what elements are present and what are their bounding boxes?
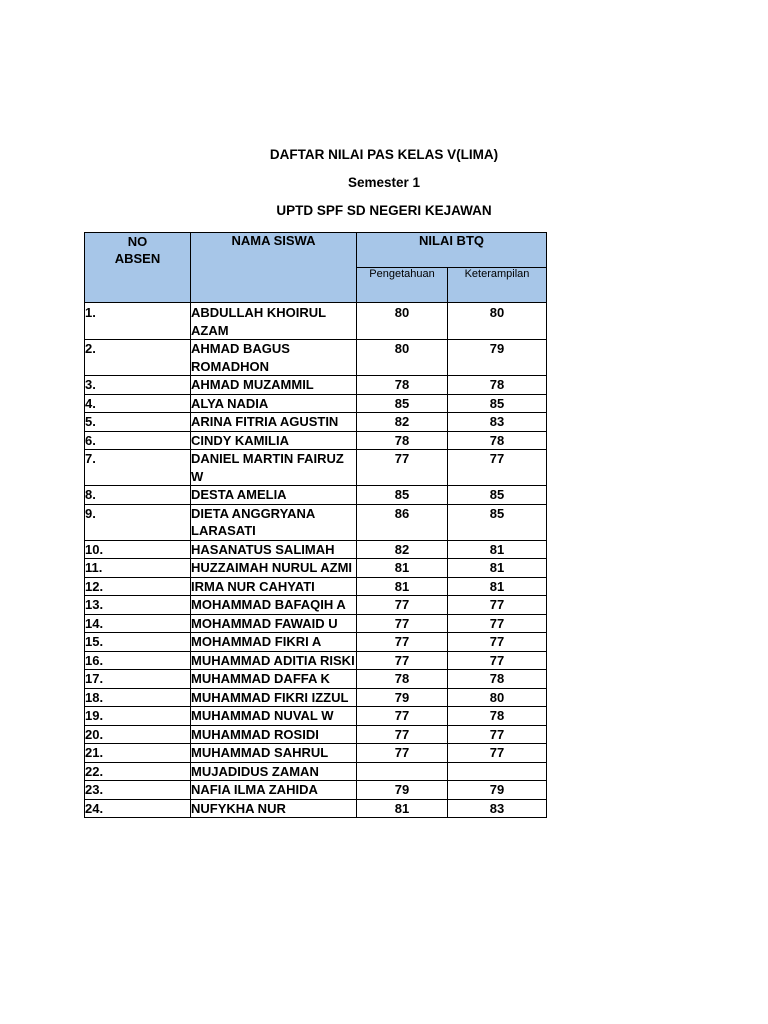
table-row — [85, 670, 547, 689]
score-pengetahuan: 78 — [357, 670, 448, 689]
score-keterampilan: 83 — [448, 413, 547, 432]
student-name: MUHAMMAD SAHRUL — [191, 744, 357, 763]
score-pengetahuan: 78 — [357, 431, 448, 450]
student-name: MUJADIDUS ZAMAN — [191, 762, 357, 781]
row-number: 20. — [85, 725, 191, 744]
row-number: 9. — [85, 504, 191, 540]
score-keterampilan: 77 — [448, 450, 547, 486]
score-pengetahuan: 77 — [357, 725, 448, 744]
student-name: MOHAMMAD FIKRI A — [191, 633, 357, 652]
row-number: 14. — [85, 614, 191, 633]
row-number: 22. — [85, 762, 191, 781]
score-keterampilan: 79 — [448, 781, 547, 800]
row-number: 21. — [85, 744, 191, 763]
score-pengetahuan: 81 — [357, 799, 448, 818]
score-keterampilan: 81 — [448, 559, 547, 578]
row-number: 7. — [85, 450, 191, 486]
student-name: ARINA FITRIA AGUSTIN — [191, 413, 357, 432]
row-number: 17. — [85, 670, 191, 689]
student-name: MUHAMMAD DAFFA K — [191, 670, 357, 689]
header-nilai-btq-label: NILAI BTQ — [419, 233, 484, 248]
school-name: UPTD SPF SD NEGERI KEJAWAN — [276, 203, 492, 218]
student-name: AHMAD MUZAMMIL — [191, 376, 357, 395]
table-row — [85, 340, 547, 376]
row-number: 8. — [85, 486, 191, 505]
score-keterampilan — [448, 762, 547, 781]
table-row — [85, 799, 547, 818]
score-keterampilan: 77 — [448, 596, 547, 615]
score-pengetahuan: 85 — [357, 486, 448, 505]
header-keterampilan — [448, 268, 547, 303]
student-name: MUHAMMAD ROSIDI — [191, 725, 357, 744]
student-name: ABDULLAH KHOIRUL AZAM — [191, 303, 357, 340]
row-number: 24. — [85, 799, 191, 818]
header-pengetahuan-label: Pengetahuan — [369, 268, 435, 280]
table-row — [85, 413, 547, 432]
student-name: DIETA ANGGRYANA LARASATI — [191, 504, 357, 540]
score-pengetahuan: 82 — [357, 413, 448, 432]
grades-table — [84, 232, 547, 818]
table-row — [85, 504, 547, 540]
row-number: 19. — [85, 707, 191, 726]
table-row — [85, 688, 547, 707]
student-name: MUHAMMAD ADITIA RISKI — [191, 652, 355, 668]
score-keterampilan: 77 — [448, 744, 547, 763]
score-pengetahuan: 79 — [357, 688, 448, 707]
score-keterampilan: 78 — [448, 670, 547, 689]
table-row — [85, 651, 547, 670]
score-keterampilan: 77 — [448, 725, 547, 744]
score-keterampilan: 80 — [448, 303, 547, 340]
student-name: MUHAMMAD FIKRI IZZUL — [191, 688, 357, 707]
header-nama-siswa-label: NAMA SISWA — [231, 233, 316, 248]
score-pengetahuan: 81 — [357, 559, 448, 578]
student-name: NUFYKHA NUR — [191, 799, 357, 818]
score-pengetahuan: 77 — [357, 744, 448, 763]
student-name: DESTA AMELIA — [191, 486, 357, 505]
score-pengetahuan: 80 — [357, 340, 448, 376]
score-pengetahuan: 81 — [357, 577, 448, 596]
header-no-absen — [85, 233, 191, 303]
row-number: 12. — [85, 577, 191, 596]
row-number: 1. — [85, 303, 191, 340]
score-pengetahuan: 77 — [357, 651, 448, 670]
table-row — [85, 577, 547, 596]
student-name: MUHAMMAD NUVAL W — [191, 707, 357, 726]
table-row — [85, 540, 547, 559]
score-pengetahuan: 80 — [357, 303, 448, 340]
student-name: HUZZAIMAH NURUL AZMI — [191, 559, 357, 578]
score-keterampilan: 80 — [448, 688, 547, 707]
score-keterampilan: 79 — [448, 340, 547, 376]
table-row — [85, 486, 547, 505]
score-keterampilan: 77 — [448, 614, 547, 633]
grades-table-body — [85, 303, 547, 818]
student-name: MOHAMMAD FAWAID U — [191, 614, 357, 633]
table-row — [85, 376, 547, 395]
score-pengetahuan: 77 — [357, 450, 448, 486]
score-pengetahuan: 77 — [357, 707, 448, 726]
score-keterampilan: 81 — [448, 577, 547, 596]
table-row — [85, 744, 547, 763]
score-pengetahuan: 86 — [357, 504, 448, 540]
student-name: HASANATUS SALIMAH — [191, 540, 357, 559]
score-keterampilan: 85 — [448, 486, 547, 505]
header-nama-siswa — [191, 233, 357, 303]
row-number: 23. — [85, 781, 191, 800]
row-number: 16. — [85, 651, 191, 670]
student-name: MOHAMMAD BAFAQIH A — [191, 596, 357, 615]
header-nilai-btq — [357, 233, 547, 268]
row-number: 13. — [85, 596, 191, 615]
score-keterampilan: 85 — [448, 394, 547, 413]
score-pengetahuan: 82 — [357, 540, 448, 559]
student-name: DANIEL MARTIN FAIRUZ W — [191, 450, 357, 486]
score-pengetahuan: 78 — [357, 376, 448, 395]
row-number: 6. — [85, 431, 191, 450]
table-row — [85, 725, 547, 744]
student-name: IRMA NUR CAHYATI — [191, 577, 357, 596]
row-number: 5. — [85, 413, 191, 432]
student-name: ALYA NADIA — [191, 394, 357, 413]
score-pengetahuan: 85 — [357, 394, 448, 413]
row-number: 4. — [85, 394, 191, 413]
row-number: 3. — [85, 376, 191, 395]
score-pengetahuan: 79 — [357, 781, 448, 800]
grades-table-header — [85, 233, 547, 303]
table-row — [85, 762, 547, 781]
score-pengetahuan: 77 — [357, 614, 448, 633]
table-row — [85, 559, 547, 578]
header-pengetahuan — [357, 268, 448, 303]
row-number: 10. — [85, 540, 191, 559]
score-keterampilan: 85 — [448, 504, 547, 540]
score-pengetahuan: 77 — [357, 633, 448, 652]
score-keterampilan: 78 — [448, 376, 547, 395]
table-row — [85, 394, 547, 413]
score-keterampilan: 77 — [448, 651, 547, 670]
table-row — [85, 781, 547, 800]
student-name: NAFIA ILMA ZAHIDA — [191, 781, 357, 800]
document-header — [0, 144, 768, 228]
student-name: AHMAD BAGUS ROMADHON — [191, 340, 357, 376]
score-keterampilan: 81 — [448, 540, 547, 559]
table-row — [85, 707, 547, 726]
score-keterampilan: 78 — [448, 431, 547, 450]
header-keterampilan-label: Keterampilan — [464, 268, 530, 280]
score-pengetahuan — [357, 762, 448, 781]
header-no-absen-label: NO ABSEN — [114, 234, 161, 266]
score-keterampilan: 78 — [448, 707, 547, 726]
score-keterampilan: 77 — [448, 633, 547, 652]
row-number: 15. — [85, 633, 191, 652]
table-row — [85, 614, 547, 633]
table-row — [85, 431, 547, 450]
row-number: 2. — [85, 340, 191, 376]
semester-label: Semester 1 — [347, 175, 421, 190]
row-number: 11. — [85, 559, 191, 578]
table-row — [85, 450, 547, 486]
document-title: DAFTAR NILAI PAS KELAS V(LIMA) — [269, 147, 499, 162]
table-row — [85, 633, 547, 652]
table-row — [85, 596, 547, 615]
score-pengetahuan: 77 — [357, 596, 448, 615]
row-number: 18. — [85, 688, 191, 707]
table-row — [85, 303, 547, 340]
student-name: CINDY KAMILIA — [191, 431, 357, 450]
score-keterampilan: 83 — [448, 799, 547, 818]
